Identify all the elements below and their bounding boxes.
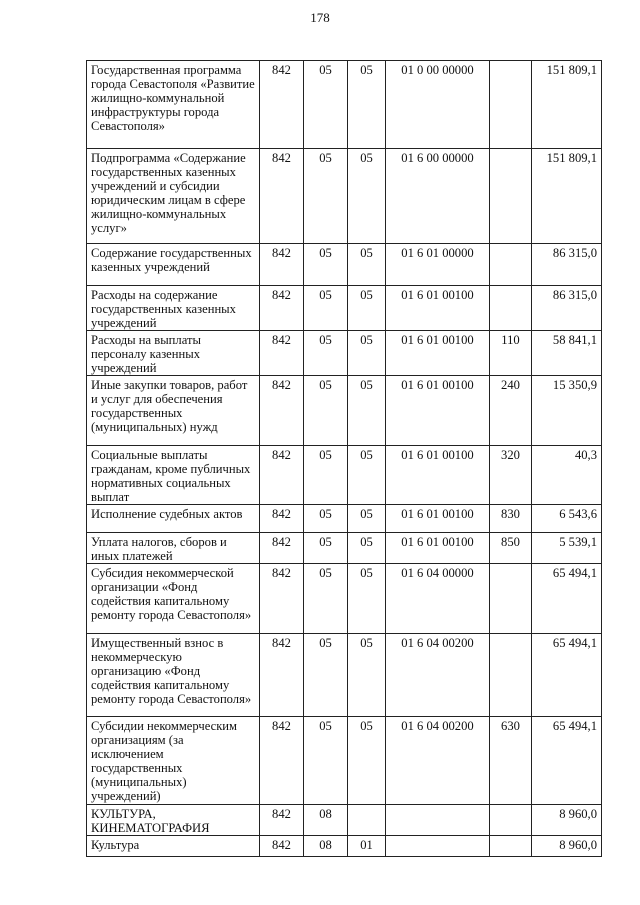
- row-name-cell: Государственная программа города Севастополя «Развитие жилищно-коммунальной инфраструктуры города Севастополя»: [87, 61, 260, 149]
- section-code-cell: 05: [304, 286, 348, 331]
- expense-type-code-cell: [490, 61, 532, 149]
- target-item-code-cell: 01 6 04 00000: [386, 564, 490, 634]
- target-item-code-cell: 01 6 01 00100: [386, 446, 490, 505]
- target-item-code-cell: 01 6 01 00100: [386, 376, 490, 446]
- subsection-code-cell: 05: [348, 634, 386, 717]
- amount-cell: 40,3: [532, 446, 602, 505]
- section-code-cell: 05: [304, 717, 348, 805]
- expense-type-code-cell: 630: [490, 717, 532, 805]
- amount-cell: 8 960,0: [532, 805, 602, 836]
- expense-type-code-cell: 320: [490, 446, 532, 505]
- section-code-cell: 05: [304, 376, 348, 446]
- amount-cell: 5 539,1: [532, 533, 602, 564]
- ministry-code-cell: 842: [260, 533, 304, 564]
- budget-table: [86, 60, 602, 857]
- target-item-code-cell: 01 6 04 00200: [386, 634, 490, 717]
- table-row: [87, 286, 602, 331]
- subsection-code-cell: 05: [348, 505, 386, 533]
- amount-cell: 65 494,1: [532, 634, 602, 717]
- table-row: [87, 533, 602, 564]
- target-item-code-cell: 01 6 01 00100: [386, 331, 490, 376]
- row-name-cell: Расходы на содержание государственных казенных учреждений: [87, 286, 260, 331]
- subsection-code-cell: 05: [348, 149, 386, 244]
- amount-cell: 58 841,1: [532, 331, 602, 376]
- amount-cell: 151 809,1: [532, 61, 602, 149]
- expense-type-code-cell: 850: [490, 533, 532, 564]
- row-name-cell: Имущественный взнос в некоммерческую организацию «Фонд содействия капитальному ремонту города Севастополя»: [87, 634, 260, 717]
- row-name-cell: Социальные выплаты гражданам, кроме публичных нормативных социальных выплат: [87, 446, 260, 505]
- row-name-cell: Подпрограмма «Содержание государственных казенных учреждений и субсидии юридическим лицам в сфере жилищно-коммунальных услуг»: [87, 149, 260, 244]
- ministry-code-cell: 842: [260, 717, 304, 805]
- table-row: [87, 61, 602, 149]
- section-code-cell: 08: [304, 836, 348, 857]
- table-row: [87, 805, 602, 836]
- ministry-code-cell: 842: [260, 149, 304, 244]
- subsection-code-cell: 05: [348, 331, 386, 376]
- target-item-code-cell: 01 6 04 00200: [386, 717, 490, 805]
- amount-cell: 65 494,1: [532, 564, 602, 634]
- subsection-code-cell: 05: [348, 446, 386, 505]
- ministry-code-cell: 842: [260, 244, 304, 286]
- expense-type-code-cell: [490, 244, 532, 286]
- table-row: [87, 836, 602, 857]
- section-code-cell: 05: [304, 533, 348, 564]
- row-name-cell: Расходы на выплаты персоналу казенных учреждений: [87, 331, 260, 376]
- row-name-cell: Субсидии некоммерческим организациям (за исключением государственных (муниципальных) учреждений): [87, 717, 260, 805]
- page-number: 178: [310, 10, 330, 25]
- ministry-code-cell: 842: [260, 286, 304, 331]
- subsection-code-cell: 05: [348, 376, 386, 446]
- expense-type-code-cell: 110: [490, 331, 532, 376]
- table-row: [87, 149, 602, 244]
- amount-cell: 86 315,0: [532, 286, 602, 331]
- row-name-cell: Уплата налогов, сборов и иных платежей: [87, 533, 260, 564]
- ministry-code-cell: 842: [260, 331, 304, 376]
- target-item-code-cell: 01 6 01 00100: [386, 533, 490, 564]
- expense-type-code-cell: 830: [490, 505, 532, 533]
- budget-table-body: [87, 61, 602, 857]
- row-name-cell: Культура: [87, 836, 260, 857]
- amount-cell: 15 350,9: [532, 376, 602, 446]
- subsection-code-cell: 05: [348, 61, 386, 149]
- target-item-code-cell: 01 6 01 00100: [386, 505, 490, 533]
- target-item-code-cell: 01 6 00 00000: [386, 149, 490, 244]
- table-row: [87, 634, 602, 717]
- amount-cell: 86 315,0: [532, 244, 602, 286]
- ministry-code-cell: 842: [260, 446, 304, 505]
- section-code-cell: 05: [304, 564, 348, 634]
- ministry-code-cell: 842: [260, 836, 304, 857]
- section-code-cell: 05: [304, 61, 348, 149]
- target-item-code-cell: 01 6 01 00000: [386, 244, 490, 286]
- target-item-code-cell: [386, 805, 490, 836]
- table-row: [87, 717, 602, 805]
- target-item-code-cell: 01 6 01 00100: [386, 286, 490, 331]
- section-code-cell: 08: [304, 805, 348, 836]
- subsection-code-cell: 05: [348, 286, 386, 331]
- expense-type-code-cell: [490, 564, 532, 634]
- ministry-code-cell: 842: [260, 505, 304, 533]
- expense-type-code-cell: [490, 286, 532, 331]
- amount-cell: 151 809,1: [532, 149, 602, 244]
- target-item-code-cell: [386, 836, 490, 857]
- expense-type-code-cell: [490, 634, 532, 717]
- ministry-code-cell: 842: [260, 61, 304, 149]
- section-code-cell: 05: [304, 505, 348, 533]
- row-name-cell: Исполнение судебных актов: [87, 505, 260, 533]
- ministry-code-cell: 842: [260, 376, 304, 446]
- amount-cell: 8 960,0: [532, 836, 602, 857]
- subsection-code-cell: [348, 805, 386, 836]
- expense-type-code-cell: [490, 836, 532, 857]
- section-code-cell: 05: [304, 244, 348, 286]
- target-item-code-cell: 01 0 00 00000: [386, 61, 490, 149]
- amount-cell: 65 494,1: [532, 717, 602, 805]
- subsection-code-cell: 05: [348, 564, 386, 634]
- table-row: [87, 505, 602, 533]
- subsection-code-cell: 05: [348, 244, 386, 286]
- expense-type-code-cell: [490, 805, 532, 836]
- expense-type-code-cell: 240: [490, 376, 532, 446]
- section-code-cell: 05: [304, 331, 348, 376]
- amount-cell: 6 543,6: [532, 505, 602, 533]
- table-row: [87, 331, 602, 376]
- row-name-cell: Субсидия некоммерческой организации «Фонд содействия капитальному ремонту города Севастополя»: [87, 564, 260, 634]
- row-name-cell: Иные закупки товаров, работ и услуг для обеспечения государственных (муниципальных) нужд: [87, 376, 260, 446]
- section-code-cell: 05: [304, 634, 348, 717]
- table-row: [87, 376, 602, 446]
- row-name-cell: КУЛЬТУРА, КИНЕМАТОГРАФИЯ: [87, 805, 260, 836]
- subsection-code-cell: 01: [348, 836, 386, 857]
- row-name-cell: Содержание государственных казенных учреждений: [87, 244, 260, 286]
- table-row: [87, 564, 602, 634]
- section-code-cell: 05: [304, 149, 348, 244]
- ministry-code-cell: 842: [260, 805, 304, 836]
- table-row: [87, 446, 602, 505]
- section-code-cell: 05: [304, 446, 348, 505]
- subsection-code-cell: 05: [348, 533, 386, 564]
- subsection-code-cell: 05: [348, 717, 386, 805]
- ministry-code-cell: 842: [260, 564, 304, 634]
- ministry-code-cell: 842: [260, 634, 304, 717]
- expense-type-code-cell: [490, 149, 532, 244]
- table-row: [87, 244, 602, 286]
